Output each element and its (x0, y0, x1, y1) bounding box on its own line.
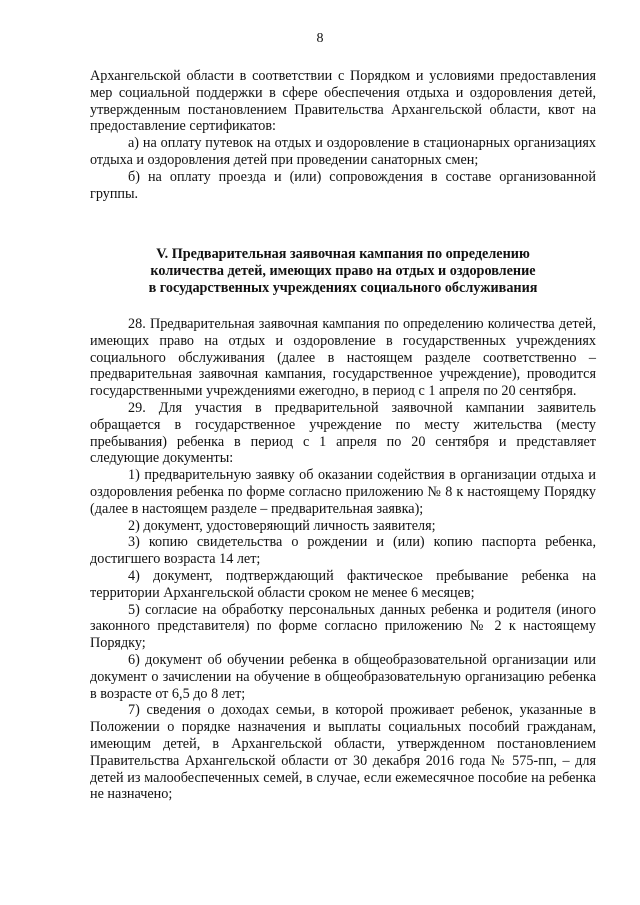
list-item-3: 3) копию свидетельства о рождении и (или) копию паспорта ребенка, достигшего возраста 14 лет; (90, 534, 596, 568)
intro-paragraph: Архангельской области в соответствии с Порядком и условиями предоставления мер социальной поддержки в сфере обеспечения отдыха и оздоровления детей, утвержденным постановлением Правительства Архангельской области, квот на предоставление сертификатов: (90, 68, 596, 135)
intro-item-b: б) на оплату проезда и (или) сопровождения в составе организованной группы. (90, 168, 596, 202)
paragraph-28: 28. Предварительная заявочная кампания по определению количества детей, имеющих право на отдых и оздоровление в государственных учреждениях социального обслуживания (далее в настоящем разделе соответственно – предварительная заявочная кампания, государственное учреждение), проводится государственными учреждениями ежегодно, в период с 1 апреля по 20 сентября. (90, 316, 596, 400)
section-heading-line-2: количества детей, имеющих право на отдых и оздоровление (150, 262, 536, 279)
main-block (90, 316, 596, 803)
paragraph-29: 29. Для участия в предварительной заявочной кампании заявитель обращается в государственное учреждение по месту жительства (месту пребывания) ребенка в период с 1 апреля по 20 сентября и представляет следующие документы: (90, 399, 596, 467)
section-heading (90, 246, 596, 296)
intro-block (90, 68, 596, 202)
section-heading-line-1: V. Предварительная заявочная кампания по определению (156, 246, 530, 262)
list-item-5: 5) согласие на обработку персональных данных ребенка и родителя (иного законного представителя) по форме согласно приложению № 2 к настоящему Порядку; (90, 601, 596, 652)
section-heading-line-3: в государственных учреждениях социального обслуживания (148, 279, 538, 296)
intro-item-a: а) на оплату путевок на отдых и оздоровление в стационарных организациях отдыха и оздоровления детей при проведении санаторных смен; (90, 135, 596, 168)
list-item-6: 6) документ об обучении ребенка в общеобразовательной организации или документ о зачислении на обучение в общеобразовательную организацию ребенка в возрасте от 6,5 до 8 лет; (90, 651, 596, 702)
list-item-1: 1) предварительную заявку об оказании содействия в организации отдыха и оздоровления ребенка по форме согласно приложению № 8 к настоящему Порядку (далее в настоящем разделе – предварительная заявка); (90, 467, 596, 517)
list-item-2: 2) документ, удостоверяющий личность заявителя; (128, 517, 436, 534)
list-item-4: 4) документ, подтверждающий фактическое пребывание ребенка на территории Архангельской области сроком не менее 6 месяцев; (90, 567, 596, 601)
list-item-7: 7) сведения о доходах семьи, в которой проживает ребенок, указанные в Положении о порядке назначения и выплаты социальных пособий гражданам, имеющим детей, в Архангельской области, утвержденном постановлением Правительства Архангельской области от 30 декабря 2016 года № 575-пп, – для детей из малообеспеченных семей, в случае, если ежемесячное пособие на ребенка не назначено; (90, 702, 596, 803)
page-number: 8 (316, 31, 324, 46)
